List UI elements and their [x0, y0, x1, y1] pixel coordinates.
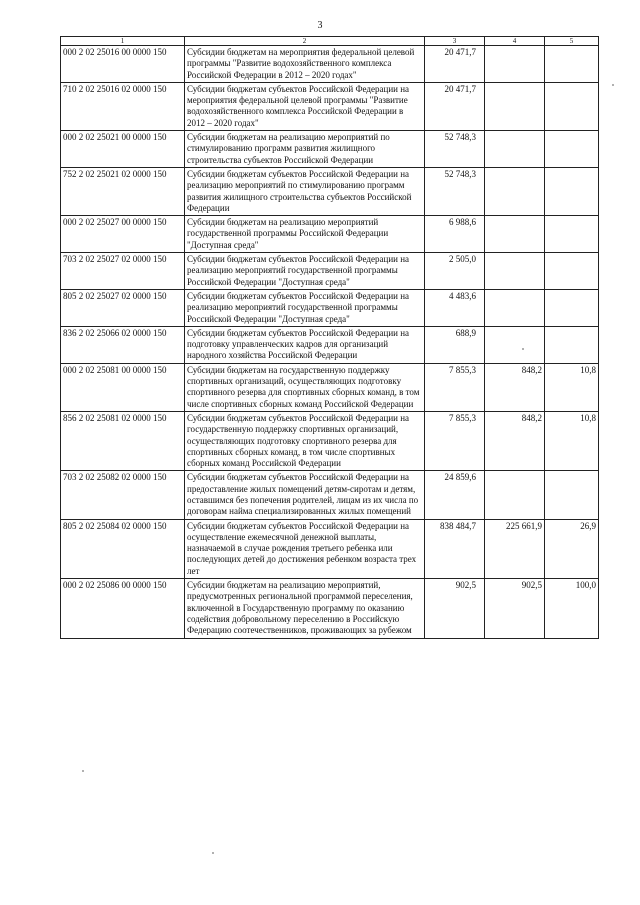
column-number: 2 [185, 37, 425, 46]
page-number: 3 [317, 20, 323, 31]
column-number: 3 [425, 37, 485, 46]
execution-percent-cell [545, 216, 599, 253]
budget-item-name-cell: Субсидии бюджетам субъектов Российской Федерации на реализацию мероприятий по стимулированию программ развития жилищного строительства субъектов Российской Федерации [185, 167, 425, 215]
execution-percent-cell [545, 253, 599, 290]
table-row [61, 167, 599, 215]
executed-amount-cell [485, 471, 545, 519]
executed-amount-cell: 225 661,9 [485, 519, 545, 578]
table-row [61, 46, 599, 83]
planned-amount-cell: 688,9 [425, 326, 485, 363]
budget-item-name-cell: Субсидии бюджетам на реализацию мероприятий по стимулированию программ развития жилищного строительства субъектов Российской Федерации [185, 131, 425, 168]
execution-percent-cell [545, 167, 599, 215]
execution-percent-cell: 26,9 [545, 519, 599, 578]
planned-amount-cell: 902,5 [425, 579, 485, 638]
budget-item-name-cell: Субсидии бюджетам субъектов Российской Федерации на осуществление ежемесячной денежной выплаты, назначаемой в случае рождения третьего ребенка или последующих детей до достижения ребенком возраста трех лет [185, 519, 425, 578]
budget-code-cell: 000 2 02 25021 00 0000 150 [61, 131, 185, 168]
budget-item-name-cell: Субсидии бюджетам субъектов Российской Федерации на государственную поддержку спортивных организаций, осуществляющих подготовку спортивного резерва для спортивных сборных команд, в том числе спортивных сборных команд Российской Федерации [185, 411, 425, 470]
budget-item-name-cell: Субсидии бюджетам субъектов Российской Федерации на подготовку управленческих кадров для организаций народного хозяйства Российской Федерации [185, 326, 425, 363]
budget-item-name-cell: Субсидии бюджетам на мероприятия федеральной целевой программы "Развитие водохозяйственного комплекса Российской Федерации в 2012 – 2020 годах" [185, 46, 425, 83]
budget-code-cell: 836 2 02 25066 02 0000 150 [61, 326, 185, 363]
budget-item-name-cell: Субсидии бюджетам субъектов Российской Федерации на реализацию мероприятий государственной программы Российской Федерации "Доступная среда" [185, 289, 425, 326]
budget-code-cell: 752 2 02 25021 02 0000 150 [61, 167, 185, 215]
scan-speck [82, 770, 84, 772]
planned-amount-cell: 52 748,3 [425, 131, 485, 168]
column-number-row [61, 37, 599, 46]
budget-table [60, 36, 599, 639]
execution-percent-cell [545, 46, 599, 83]
column-number: 1 [61, 37, 185, 46]
budget-item-name-cell: Субсидии бюджетам субъектов Российской Федерации на предоставление жилых помещений детям-сиротам и детям, оставшимся без попечения родителей, лицам из их числа по договорам найма специализированных жилых помещений [185, 471, 425, 519]
budget-code-cell: 000 2 02 25086 00 0000 150 [61, 579, 185, 638]
execution-percent-cell [545, 289, 599, 326]
table-row [61, 326, 599, 363]
scan-speck [612, 84, 614, 86]
table-row [61, 471, 599, 519]
executed-amount-cell: 902,5 [485, 579, 545, 638]
budget-item-name-cell: Субсидии бюджетам на реализацию мероприятий, предусмотренных региональной программой переселения, включенной в Государственную программу по оказанию содействия добровольному переселению в Российскую Федерацию соотечественников, проживающих за рубежом [185, 579, 425, 638]
executed-amount-cell [485, 46, 545, 83]
execution-percent-cell: 10,8 [545, 363, 599, 411]
executed-amount-cell: 848,2 [485, 363, 545, 411]
budget-code-cell: 856 2 02 25081 02 0000 150 [61, 411, 185, 470]
table-row [61, 216, 599, 253]
table-row [61, 411, 599, 470]
planned-amount-cell: 24 859,6 [425, 471, 485, 519]
table-row [61, 579, 599, 638]
execution-percent-cell: 100,0 [545, 579, 599, 638]
planned-amount-cell: 20 471,7 [425, 46, 485, 83]
executed-amount-cell [485, 289, 545, 326]
budget-code-cell: 000 2 02 25081 00 0000 150 [61, 363, 185, 411]
budget-item-name-cell: Субсидии бюджетам на государственную поддержку спортивных организаций, осуществляющих подготовку спортивного резерва для спортивных сборных команд, в том числе спортивных сборных команд Российской Федерации [185, 363, 425, 411]
execution-percent-cell [545, 326, 599, 363]
executed-amount-cell [485, 131, 545, 168]
budget-item-name-cell: Субсидии бюджетам субъектов Российской Федерации на мероприятия федеральной целевой программы "Развитие водохозяйственного комплекса Российской Федерации в 2012 – 2020 годах" [185, 82, 425, 130]
planned-amount-cell: 7 855,3 [425, 411, 485, 470]
executed-amount-cell [485, 253, 545, 290]
execution-percent-cell [545, 82, 599, 130]
budget-code-cell: 710 2 02 25016 02 0000 150 [61, 82, 185, 130]
scan-speck [212, 852, 214, 854]
table-row [61, 363, 599, 411]
planned-amount-cell: 20 471,7 [425, 82, 485, 130]
column-number: 5 [545, 37, 599, 46]
planned-amount-cell: 52 748,3 [425, 167, 485, 215]
executed-amount-cell: 848,2 [485, 411, 545, 470]
executed-amount-cell [485, 167, 545, 215]
table-row [61, 289, 599, 326]
table-row [61, 519, 599, 578]
budget-code-cell: 703 2 02 25027 02 0000 150 [61, 253, 185, 290]
execution-percent-cell [545, 131, 599, 168]
scan-speck [522, 348, 524, 350]
planned-amount-cell: 6 988,6 [425, 216, 485, 253]
table-row [61, 131, 599, 168]
budget-item-name-cell: Субсидии бюджетам субъектов Российской Федерации на реализацию мероприятий государственной программы Российской Федерации "Доступная среда" [185, 253, 425, 290]
execution-percent-cell [545, 471, 599, 519]
budget-code-cell: 000 2 02 25016 00 0000 150 [61, 46, 185, 83]
executed-amount-cell [485, 82, 545, 130]
table-row [61, 253, 599, 290]
planned-amount-cell: 4 483,6 [425, 289, 485, 326]
planned-amount-cell: 7 855,3 [425, 363, 485, 411]
table-row [61, 82, 599, 130]
budget-code-cell: 000 2 02 25027 00 0000 150 [61, 216, 185, 253]
budget-code-cell: 703 2 02 25082 02 0000 150 [61, 471, 185, 519]
budget-item-name-cell: Субсидии бюджетам на реализацию мероприятий государственной программы Российской Федерации "Доступная среда" [185, 216, 425, 253]
planned-amount-cell: 838 484,7 [425, 519, 485, 578]
executed-amount-cell [485, 216, 545, 253]
planned-amount-cell: 2 505,0 [425, 253, 485, 290]
budget-code-cell: 805 2 02 25084 02 0000 150 [61, 519, 185, 578]
column-number: 4 [485, 37, 545, 46]
execution-percent-cell: 10,8 [545, 411, 599, 470]
budget-code-cell: 805 2 02 25027 02 0000 150 [61, 289, 185, 326]
executed-amount-cell [485, 326, 545, 363]
